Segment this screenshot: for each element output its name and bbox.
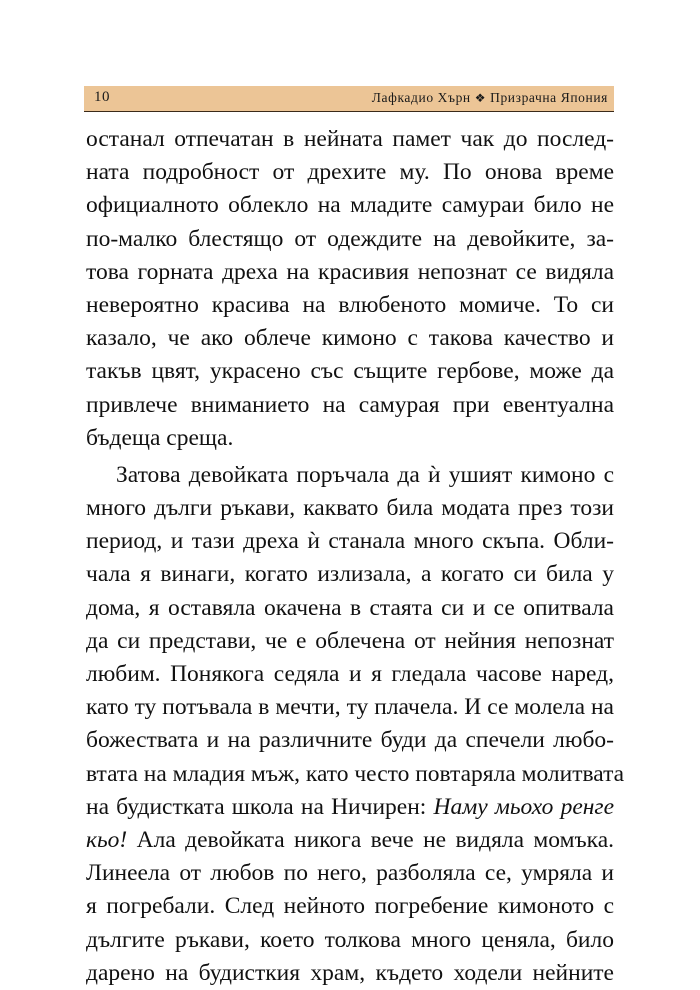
text-line: бъдеща среща. [86, 424, 234, 451]
text-line: много дълги ръкави, каквато била модата през този [86, 495, 614, 522]
page-number: 10 [94, 89, 110, 105]
prayer-italic: Наму мьохо ренге [433, 793, 615, 820]
body-text [86, 123, 625, 990]
text-line: дългите ръкави, което толкова много ценяла, било [86, 926, 614, 953]
running-header [84, 86, 614, 112]
prayer-italic-end: кьо! [86, 826, 128, 853]
paragraph-1 [86, 123, 614, 455]
text-line: чала я винаги, когато излизала, а когато си била у [86, 561, 614, 588]
text-line: дома, я оставяла окачена в стаята си и се опитвала [86, 594, 614, 621]
text-line: дарено на будисткия храм, където ходели нейните [86, 959, 614, 986]
text-line: Линеела от любов по него, разболяла се, умряла и [86, 860, 614, 887]
ornament-separator-icon: ❖ [474, 91, 487, 105]
text-line: Затова девойката поръчала да ѝ ушият кимоно с [116, 461, 614, 488]
prayer-tail: Ала девойката никога вече не видяла момъка. [127, 826, 614, 853]
text-line: втата на младия мъж, като често повтаряла молитвата [86, 760, 625, 787]
text-line-prayer [86, 791, 614, 824]
text-line: невероятно красива на влюбеното момиче. То си [86, 291, 614, 318]
text-line: божествата и на различните буди да спечели любо- [86, 727, 614, 754]
text-line: период, и тази дреха ѝ станала много скъпа. Обли- [86, 528, 614, 555]
running-head [372, 90, 608, 106]
text-line: привлече вниманието на самурая при евентуална [86, 391, 614, 418]
text-line: я погребали. След нейното погребение кимоното с [86, 893, 614, 920]
text-line: като ту потъвала в мечти, ту плачела. И се молела на [86, 694, 614, 721]
author-name: Лафкадио Хърн [371, 90, 471, 105]
text-line: ната подробност от дрехите му. По онова време [86, 159, 614, 186]
book-title: Призрачна Япония [490, 90, 608, 105]
text-line: това горната дреха на красивия непознат се видяла [86, 258, 614, 285]
text-line: официалното облекло на младите самураи било не [86, 192, 614, 219]
text-line: останал отпечатан в нейната памет чак до послед- [86, 126, 614, 152]
text-line: любим. Понякога седяла и я гледала часове наред, [86, 661, 614, 687]
prayer-lead: на будистката школа на Ничирен: [86, 793, 434, 820]
text-line: по-малко блестящо от одеждите на девойките, за- [86, 225, 614, 252]
text-line: такъв цвят, украсено със същите гербове, може да [86, 358, 614, 385]
text-line-prayer-end [86, 824, 614, 857]
text-line: казало, че ако облече кимоно с такова качество и [86, 325, 614, 352]
text-line: да си представи, че е облечена от нейния непознат [86, 627, 614, 654]
paragraph-2 [86, 459, 625, 990]
